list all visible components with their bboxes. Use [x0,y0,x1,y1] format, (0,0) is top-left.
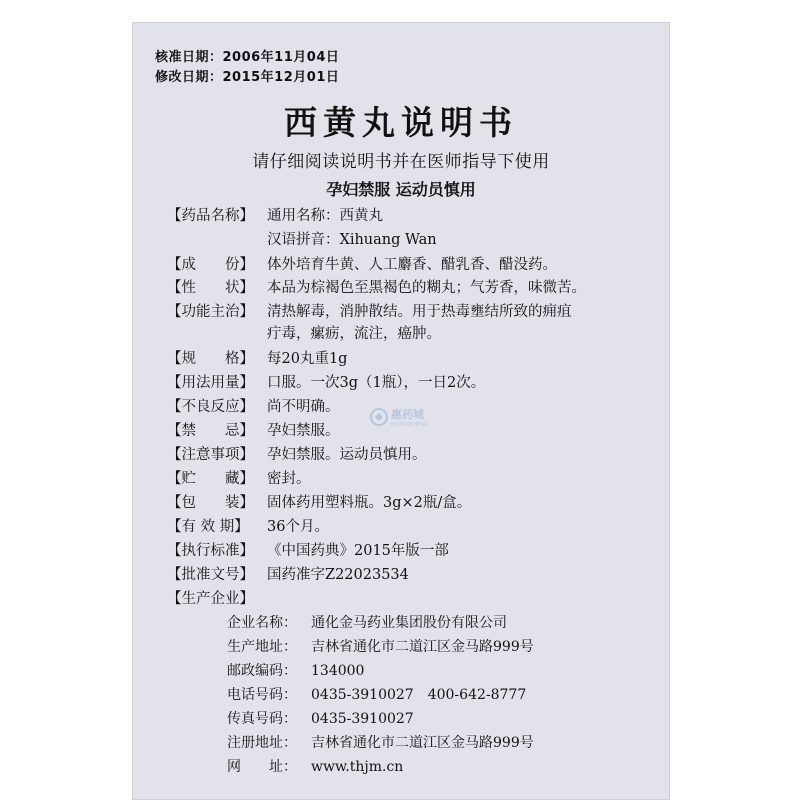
field-key: 网 址： [227,759,297,775]
section-label: 【不良反应】 [167,399,254,415]
section-label: 【生产企业】 [167,591,254,607]
field-key: 邮政编码： [227,663,297,679]
section-value: 口服。一次3g（1瓶），一日2次。 [267,375,486,391]
leaflet-sheet [132,22,670,800]
field-value: 通化金马药业集团股份有限公司 [311,615,507,631]
section-label: 【注意事项】 [167,447,254,463]
document-title: 西黄丸说明书 [284,103,518,142]
field-value: 吉林省通化市二道江区金马路999号 [311,735,534,751]
field-value: www.thjm.cn [311,759,404,775]
section-value: 密封。 [267,471,311,487]
section-label: 【执行标准】 [167,543,254,559]
section-value: 疔毒，瘰疬，流注，癌肿。 [267,326,441,342]
section-label: 【批准文号】 [167,567,254,583]
section-value: 固体药用塑料瓶。3g×2瓶/盒。 [267,495,472,511]
section-label: 【性 状】 [167,280,254,296]
section-value: 《中国药典》2015年版一部 [267,543,449,559]
section-label: 【有 效 期】 [167,519,249,535]
section-value: 清热解毒，消肿散结。用于热毒壅结所致的痈疽 [267,304,572,320]
section-label: 【成 份】 [167,257,254,273]
section-value: 36个月。 [267,519,329,535]
section-label: 【贮 藏】 [167,471,254,487]
section-value: 每20丸重1g [267,351,348,367]
section-value: 孕妇禁服。运动员慎用。 [267,447,427,463]
warning-notice: 孕妇禁服 运动员慎用 [326,180,476,199]
section-value: 本品为棕褐色至黑褐色的糊丸；气芳香，味微苦。 [267,280,586,296]
section-value: 体外培育牛黄、人工麝香、醋乳香、醋没药。 [267,257,557,273]
revision-date: 修改日期：2015年12月01日 [155,70,340,85]
section-label: 【用法用量】 [167,375,254,391]
field-value: 134000 [311,663,365,679]
field-key: 注册地址： [227,735,297,751]
approval-date: 核准日期：2006年11月04日 [155,50,340,65]
section-label: 【规 格】 [167,351,254,367]
watermark-subtext: HUIYAOCHENG [391,422,428,428]
usage-instruction: 请仔细阅读说明书并在医师指导下使用 [252,152,550,172]
watermark-text: 惠药城 [391,408,424,421]
pinyin-name: 汉语拼音：Xihuang Wan [267,232,437,248]
field-value: 吉林省通化市二道江区金马路999号 [311,639,534,655]
section-label: 【功能主治】 [167,304,254,320]
section-value: 国药准字Z22023534 [267,567,409,583]
field-value: 0435-3910027 [311,711,414,727]
section-label: 【包 装】 [167,495,254,511]
section-label: 【禁 忌】 [167,423,254,439]
field-key: 传真号码： [227,711,297,727]
field-key: 企业名称： [227,615,297,631]
field-key: 电话号码： [227,687,297,703]
field-key: 生产地址： [227,639,297,655]
generic-name: 通用名称：西黄丸 [267,208,383,224]
watermark-logo [369,405,449,433]
field-value: 0435-3910027 400-642-8777 [311,687,527,703]
section-label: 【药品名称】 [167,208,254,224]
watermark-icon [369,405,449,429]
section-value: 尚不明确。 [267,399,340,415]
section-value: 孕妇禁服。 [267,423,340,439]
